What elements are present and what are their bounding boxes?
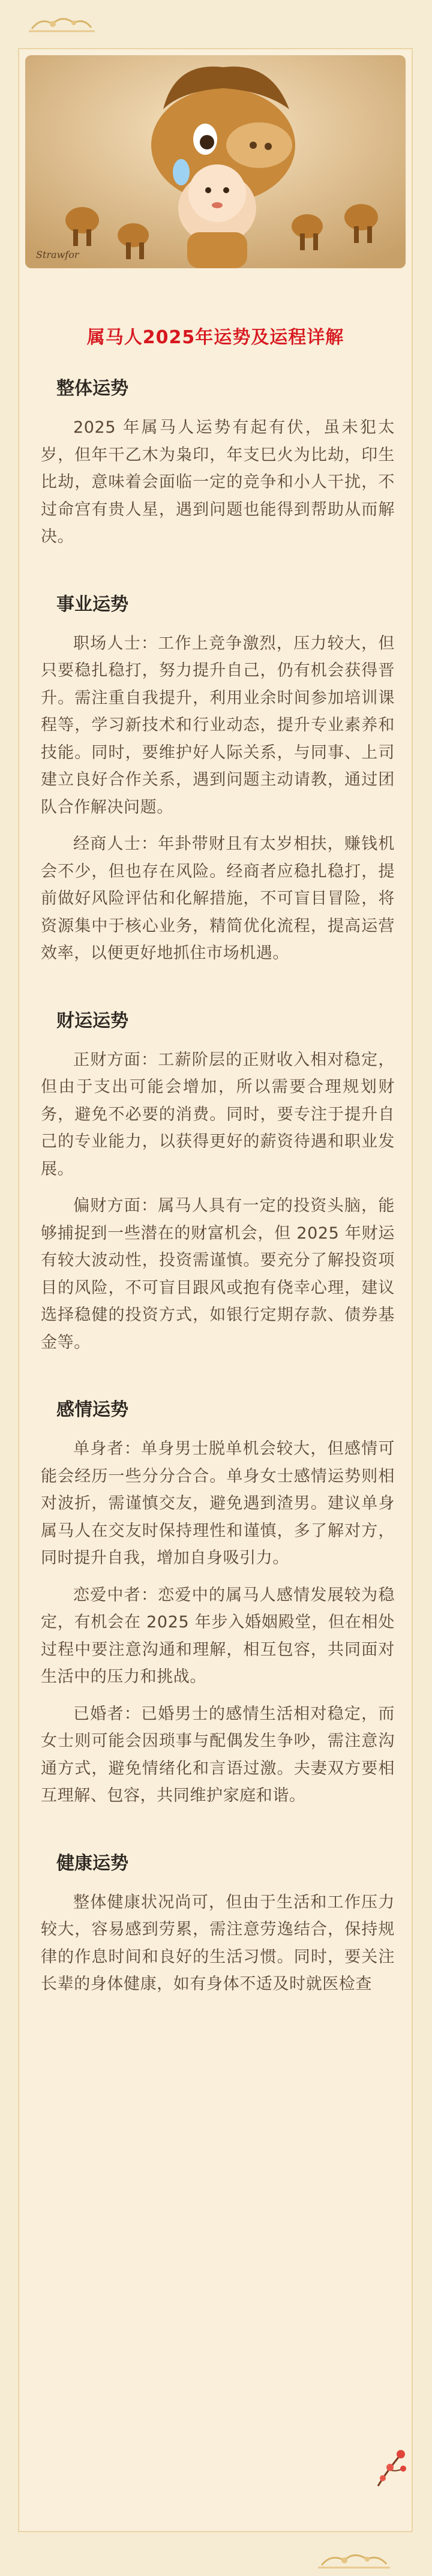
paragraph: 职场人士：工作上竞争激烈，压力较大，但只要稳扎稳打，努力提升自己，仍有机会获得晋升。需注重自我提升，利用业余时间参加培训课程等，学习新技术和行业动态，提升专业素养和技能。同时，要维护好人际关系，与同事、上司建立良好合作关系，遇到问题主动请教，通过团队合作解决问题。: [41, 634, 395, 817]
section-heading: 财运运势: [56, 1010, 128, 1031]
section-health: [41, 1848, 395, 1998]
section-love: [41, 1395, 395, 1810]
section-heading: 感情运势: [56, 1399, 128, 1420]
paragraph: 偏财方面：属马人具有一定的投资头脑，能够捕捉到一些潜在的财富机会，但 2025 年财运有较大波动性，投资需谨慎。要充分了解投资项目的风险，不可盲目跟风或抱有侥幸心理，建议选择稳健的投资方式，如银行定期存款、债券基金等。: [41, 1196, 395, 1352]
page-title: 属马人2025年运势及运程详解: [86, 327, 344, 348]
cloud-ornament-icon: [318, 2550, 390, 2570]
paragraph: 整体健康状况尚可，但由于生活和工作压力较大，容易感到劳累，需注意劳逸结合，保持规律的作息时间和良好的生活习惯。同时，要关注长辈的身体健康，如有身体不适及时就医检查: [41, 1893, 395, 1993]
paragraph: 已婚者：已婚男士的感情生活相对稳定，而女士则可能会因琐事与配偶发生争吵，需注意沟通方式，避免情绪化和言语过激。夫妻双方要相互理解、包容，共同维护家庭和谐。: [41, 1704, 395, 1805]
cloud-ornament-icon: [29, 13, 95, 34]
paragraph: 单身者：单身男士脱单机会较大，但感情可能会经历一些分分合合。单身女士感情运势则相对波折，需谨慎交友，避免遇到渣男。建议单身属马人在交友时保持理性和谨慎，多了解对方，同时提升自我，增加自身吸引力。: [41, 1440, 395, 1567]
section-heading: 事业运势: [56, 593, 128, 615]
paragraph: 恋爱中者：恋爱中的属马人感情发展较为稳定，有机会在 2025 年步入婚姻殿堂，但在相处过程中要注意沟通和理解，相互包容，共同面对生活中的压力和挑战。: [41, 1585, 395, 1686]
paragraph: 经商人士：年卦带财且有太岁相扶，赚钱机会不少，但也存在风险。经商者应稳扎稳打，提前做好风险评估和化解措施，不可盲目冒险，将资源集中于核心业务，精简优化流程，提高运营效率，以便更好地抓住市场机遇。: [41, 835, 395, 962]
section-wealth: [41, 1006, 395, 1357]
zodiac-horse-illustration: [25, 55, 406, 268]
section-heading: 整体运势: [56, 378, 128, 399]
section-career: [41, 589, 395, 967]
paragraph: 2025 年属马人运势有起有伏，虽未犯太岁，但年干乙木为枭印，年支巳火为比劫，印生比劫，意味着会面临一定的竞争和小人干扰，不过命宫有贵人星，遇到问题也能得到帮助从而解决。: [41, 418, 395, 546]
article-body: [41, 373, 395, 2037]
artist-signature: Strawfor: [36, 249, 79, 260]
plum-blossom-icon: [372, 2447, 408, 2489]
section-overall: [41, 373, 395, 551]
section-heading: 健康运势: [56, 1852, 128, 1874]
paragraph: 正财方面：工薪阶层的正财收入相对稳定，但由于支出可能会增加，所以需要合理规划财务，避免不必要的消费。同时，要专注于提升自己的专业能力，以获得更好的薪资待遇和职业发展。: [41, 1050, 395, 1178]
article-card: [18, 48, 413, 2532]
